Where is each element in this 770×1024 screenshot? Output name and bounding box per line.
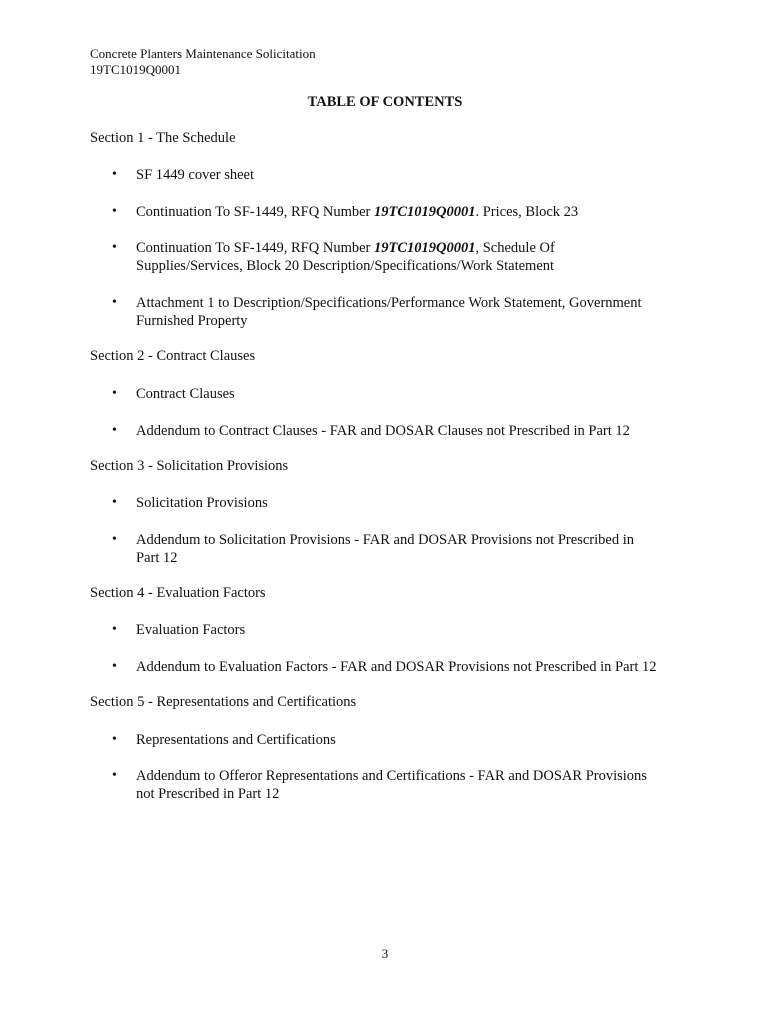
bullet-icon: • [112,659,117,674]
toc-item [112,658,696,676]
header-solicitation-number: 19TC1019Q0001 [90,62,181,77]
toc-item-text: Solicitation Provisions [136,495,268,511]
toc-item-text-post: , Schedule Of [475,240,555,256]
section-heading-1: Section 1 - The Schedule [90,130,236,146]
toc-item-text: Addendum to Contract Clauses - FAR and DOSAR Clauses not Prescribed in Part 12 [136,423,630,439]
toc-item-text: Addendum to Solicitation Provisions - FAR and DOSAR Provisions not Prescribed in [136,532,634,548]
toc-item-text [136,239,696,257]
bullet-icon: • [112,167,117,182]
bullet-icon: • [112,295,117,310]
toc-item [112,239,696,275]
toc-item [112,166,696,184]
toc-item [112,422,696,440]
rfq-number: 19TC1019Q0001 [373,204,476,220]
bullet-icon: • [112,386,117,401]
toc-item [112,203,696,221]
toc-item-text: Addendum to Evaluation Factors - FAR and DOSAR Provisions not Prescribed in Part 12 [136,659,657,675]
bullet-icon: • [112,622,117,637]
bullet-icon: • [112,768,117,783]
toc-item [112,494,696,512]
toc-item-text-continued: Furnished Property [136,313,248,329]
header-title: Concrete Planters Maintenance Solicitation [90,46,316,61]
toc-item-text: Evaluation Factors [136,622,246,638]
toc-item-text-continued: not Prescribed in Part 12 [136,786,280,802]
toc-item-text-continued: Part 12 [136,550,178,566]
toc-item-text-post: . Prices, Block 23 [475,204,579,220]
toc-item [112,767,696,803]
page-number: 3 [381,946,389,961]
toc-item-text-pre: Continuation To SF-1449, RFQ Number [136,204,374,220]
section-heading-3: Section 3 - Solicitation Provisions [90,458,289,474]
toc-item [112,621,696,639]
toc-item [112,294,696,330]
toc-item [112,531,696,567]
section-heading-2: Section 2 - Contract Clauses [90,348,256,364]
toc-item [112,731,696,749]
toc-item-text: Representations and Certifications [136,732,336,748]
bullet-icon: • [112,532,117,547]
toc-item-text: Addendum to Offeror Representations and Certifications - FAR and DOSAR Provisions [136,768,647,784]
section-heading-5: Section 5 - Representations and Certifications [90,694,357,710]
toc-title: TABLE OF CONTENTS [307,94,463,110]
toc-item-text [136,203,696,221]
bullet-icon: • [112,732,117,747]
rfq-number: 19TC1019Q0001 [373,240,476,256]
toc-item-text: Contract Clauses [136,386,235,402]
page-header [90,46,316,78]
toc-item-text: Attachment 1 to Description/Specifications/Performance Work Statement, Government [136,295,642,311]
toc-item [112,385,696,403]
toc-item-text: SF 1449 cover sheet [136,167,254,183]
section-heading-4: Section 4 - Evaluation Factors [90,585,266,601]
toc-item-text-continued: Supplies/Services, Block 20 Description/Specifications/Work Statement [136,258,555,274]
bullet-icon: • [112,423,117,438]
toc-item-text-pre: Continuation To SF-1449, RFQ Number [136,240,374,256]
bullet-icon: • [112,240,117,255]
bullet-icon: • [112,204,117,219]
bullet-icon: • [112,495,117,510]
